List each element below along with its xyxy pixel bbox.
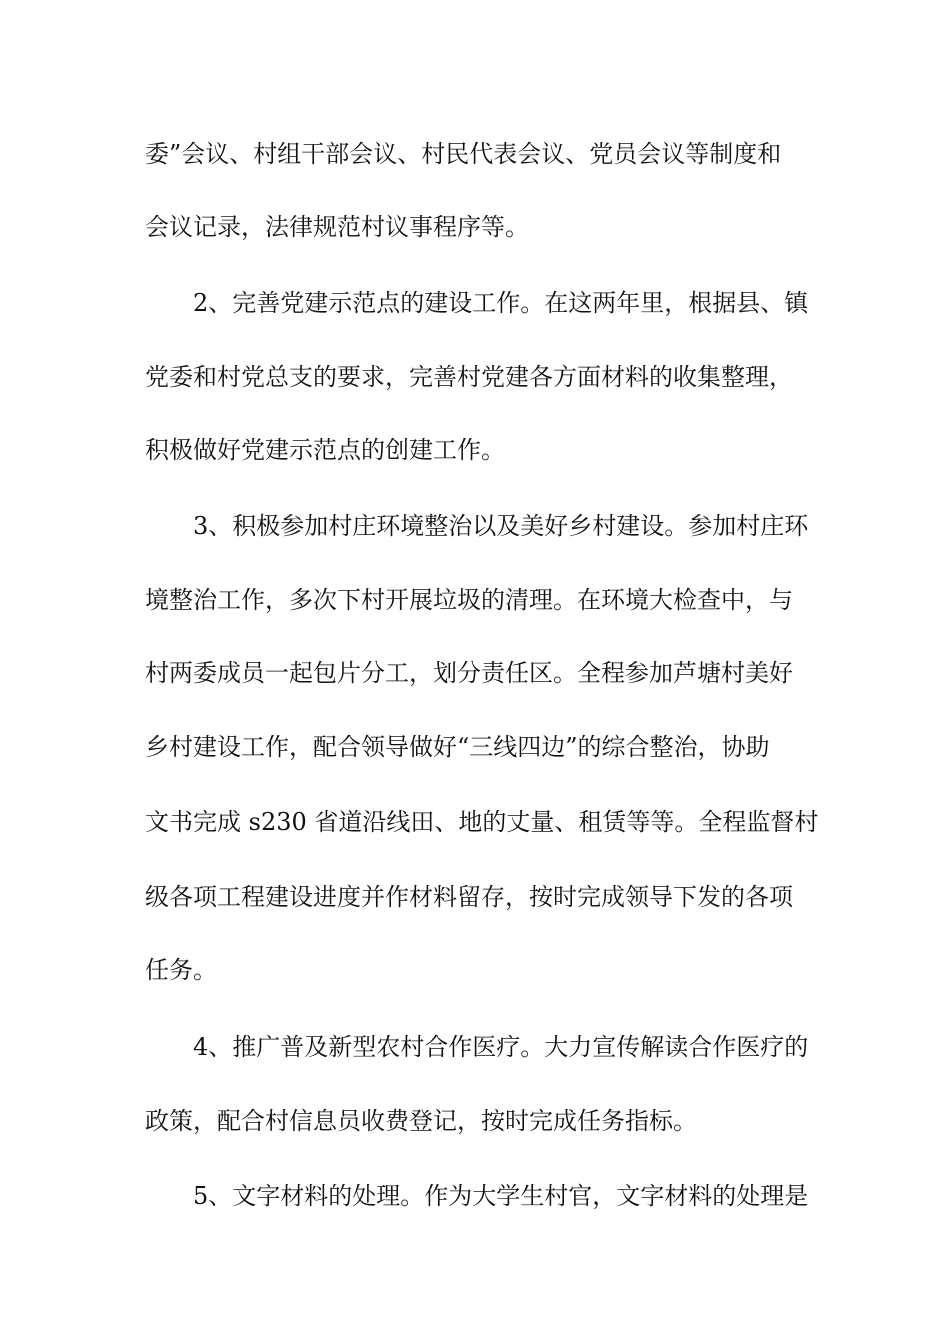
paragraph-3-line-1: 3、积极参加村庄环境整治以及美好乡村建设。参加村庄环 bbox=[193, 512, 809, 540]
paragraph-2-line-1: 2、完善党建示范点的建设工作。在这两年里，根据县、镇 bbox=[193, 289, 809, 317]
paragraph-2-line-3: 积极做好党建示范点的创建工作。 bbox=[145, 436, 505, 464]
paragraph-4-line-2: 政策，配合村信息员收费登记，按时完成任务指标。 bbox=[145, 1107, 697, 1135]
paragraph-3-line-2: 境整治工作，多次下村开展垃圾的清理。在环境大检查中，与 bbox=[145, 586, 793, 614]
paragraph-1-line-1: 委”会议、村组干部会议、村民代表会议、党员会议等制度和 bbox=[145, 140, 782, 168]
paragraph-3-line-3: 村两委成员一起包片分工，划分责任区。全程参加芦塘村美好 bbox=[145, 659, 793, 687]
paragraph-2-line-2: 党委和村党总支的要求，完善村党建各方面材料的收集整理， bbox=[145, 363, 793, 391]
paragraph-3-line-4: 乡村建设工作，配合领导做好“三线四边”的综合整治，协助 bbox=[145, 733, 770, 761]
paragraph-3-line-7: 任务。 bbox=[145, 956, 217, 984]
paragraph-5-line-1: 5、文字材料的处理。作为大学生村官，文字材料的处理是 bbox=[193, 1182, 809, 1210]
paragraph-4-line-1: 4、推广普及新型农村合作医疗。大力宣传解读合作医疗的 bbox=[193, 1033, 809, 1061]
paragraph-3-line-5: 文书完成 s230 省道沿线田、地的丈量、租赁等等。全程监督村 bbox=[145, 808, 819, 836]
paragraph-1-line-2: 会议记录，法律规范村议事程序等。 bbox=[145, 213, 529, 241]
paragraph-3-line-6: 级各项工程建设进度并作材料留存，按时完成领导下发的各项 bbox=[145, 883, 793, 911]
